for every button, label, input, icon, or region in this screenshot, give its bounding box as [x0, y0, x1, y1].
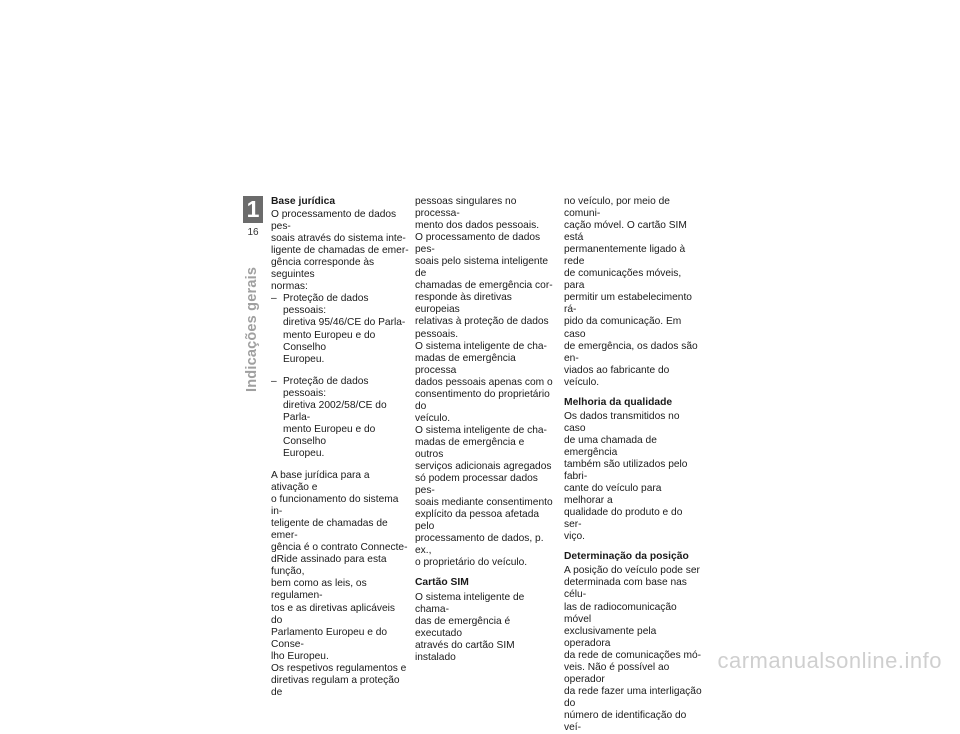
section-heading-base-juridica: Base jurídica [271, 196, 336, 207]
text-column-2 [415, 196, 553, 664]
section-heading-cartao-sim: Cartão SIM [415, 577, 469, 589]
paragraph: pessoas singulares no processa- mento dos dados pessoais. [415, 196, 540, 232]
section-heading-determinacao-posicao: Determinação da posição [564, 551, 689, 563]
list-item-text: Proteção de dados pessoais: diretiva 2002/58/CE do Parla- mento Europeu e do Conselho Europeu. [283, 375, 387, 459]
page-number: 16 [247, 227, 259, 238]
paragraph: O sistema inteligente de cha- madas de emergência e outros serviços adicionais agregados só podem processar dados pes- soais mediante consentimento explícito da pessoa afetada pelo processamento de dados, p. ex., o proprietário do veículo. [415, 424, 553, 569]
chapter-number-badge: 1 [243, 196, 263, 223]
paragraph: Os respetivos regulamentos e diretivas regulam a proteção de [271, 662, 407, 698]
paragraph: O processamento de dados pes- soais pelo sistema inteligente de chamadas de emergência cor- responde às diretivas europeias relativas à proteção de dados pessoais. [415, 232, 553, 340]
paragraph: O processamento de dados pes- soais através do sistema inte- ligente de chamadas de emer- gência corresponde às seguintes normas: [271, 209, 409, 293]
paragraph: A posição do veículo pode ser determinada com base nas célu- las de radiocomunicação móvel exclusivamente pela operadora da rede de comunicações mó- veis. Não é possível ao operador da rede fazer uma interligação do número de identificação do veí- [564, 565, 702, 733]
paragraph: A base jurídica para a ativação e o funcionamento do sistema in- teligente de chamadas de emer- gência é o contrato Connecte- dRide assinado para esta função, bem como as leis, os regulamen- tos e as diretivas aplicáveis do Parlamento Europeu e do Conse- lho Europeu. [271, 469, 408, 662]
paragraph: O sistema inteligente de cha- madas de emergência processa dados pessoais apenas com o consentimento do proprietário do veículo. [415, 340, 553, 424]
section-heading-melhoria-qualidade: Melhoria da qualidade [564, 396, 673, 408]
paragraph: no veículo, por meio de comuni- cação móvel. O cartão SIM está permanentemente ligado à rede de comunicações móveis, para permitir um estabelecimento rá- pido da comunicação. Em caso de emergência, os dados são en- viados ao fabricante do veículo. [564, 196, 698, 388]
list-item-text: Proteção de dados pessoais: diretiva 95/46/CE do Parla- mento Europeu e do Conselho Europeu. [283, 293, 406, 365]
dash-marker: – [271, 293, 277, 305]
watermark-text: carmanualsonline.info [717, 648, 942, 673]
paragraph: Os dados transmitidos no caso de uma chamada de emergência também são utilizados pelo fabri- cante do veículo para melhorar a qualidade do produto e do ser- viço. [564, 410, 688, 543]
text-column-1 [271, 196, 409, 699]
paragraph: O sistema inteligente de chama- das de emergência é executado através do cartão SIM instalado [415, 591, 525, 663]
dash-marker: – [271, 375, 277, 387]
list-item [271, 293, 409, 365]
chapter-side-title: Indicações gerais [244, 266, 260, 392]
list-item [271, 376, 409, 460]
text-column-3 [564, 196, 702, 734]
